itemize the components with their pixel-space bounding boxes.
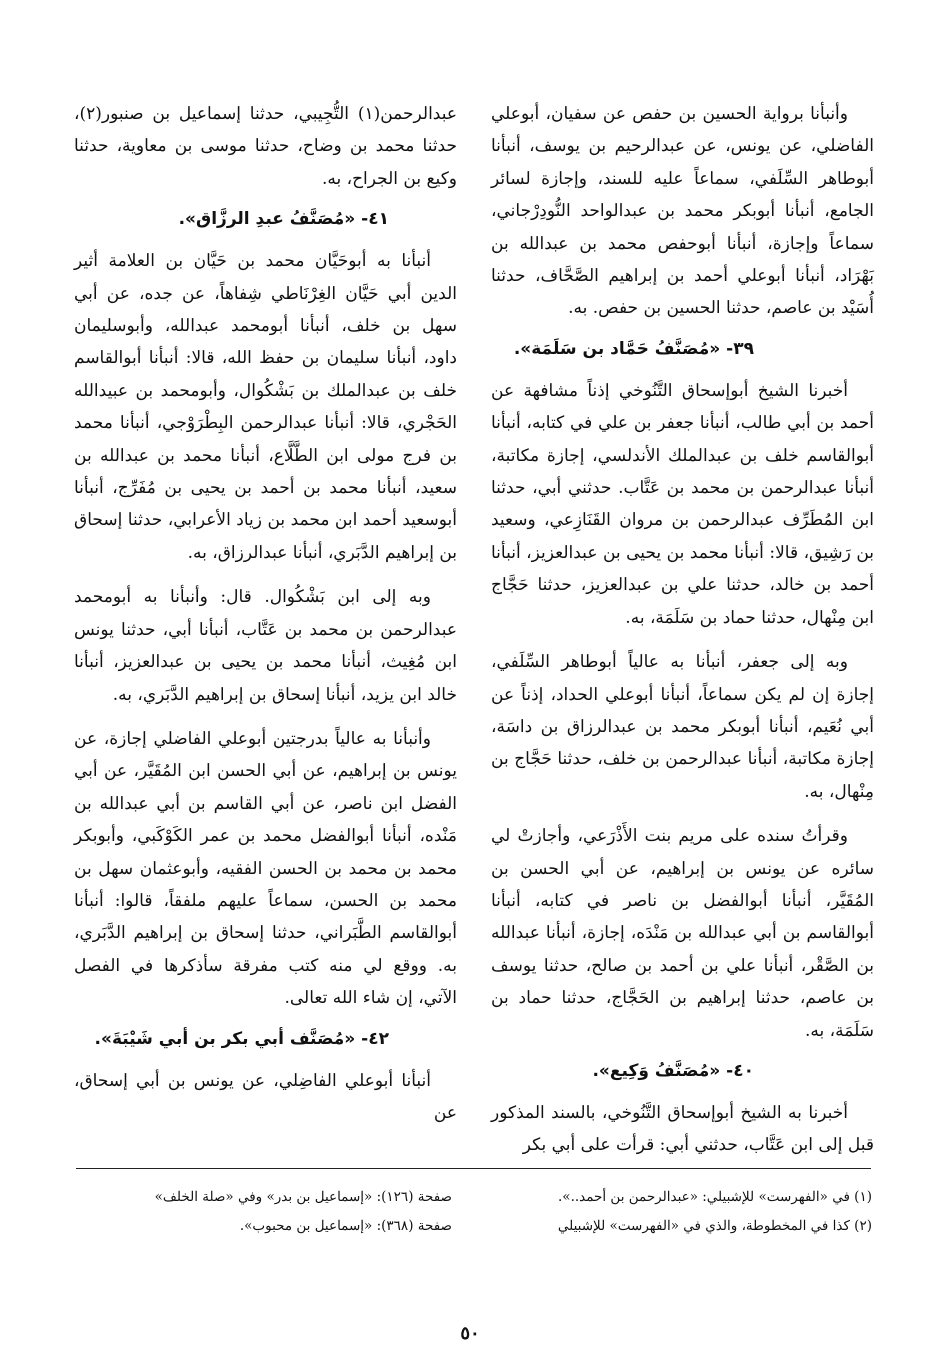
paragraph: وأنبأنا به عالياً بدرجتين أبوعلي الفاضلي إجازة، عن يونس بن إبراهيم، عن أبي الحسن ابن المُقَيَّر، عن أبي الفضل ابن ناصر، عن أبي القاسم بن أبي عبدالله بن مَنْده، أنبأنا أبوالفضل محمد بن عمر الكَوْكَبي، وأبوبكر محمد بن محمد بن الحسن الفقيه، وأبوعثمان سهل بن محمد بن الحسن، سماعاً عليهم ملفقاً، قالوا: أنبأنا أبوالقاسم الطَّبَراني، حدثنا إسحاق بن إبراهيم الدَّبَري، به. ووقع لي منه كتب مفرقة سأذكرها في الفصل الآتي، إن شاء الله تعالى. [74,728,457,1009]
paragraph: وأنبأنا برواية الحسين بن حفص عن سفيان، أبوعلي الفاضلي، عن يونس، عن عبدالرحيم بن يوسف، أنبأنا أبوطاهر السِّلَفي، سماعاً عليه للسند، وإجازة لسائر الجامع، أنبأنا أبوبكر محمد بن عبدالواحد النُّودِرْجاني، سماعاً وإجازة، أنبأنا أبوحفص محمد بن عبدالله بن بَهْرَاد، أنبأنا أبوعلي أحمد بن إبراهيم الصَّحَّاف، حدثنا أُسَيْد بن عاصم، حدثنا الحسين بن حفص. به. [491,104,874,319]
paragraph: أنبأنا أبوعلي الفاضِلي، عن يونس بن أبي إسحاق، عن [74,1070,457,1123]
footnotes-right [500,1183,872,1241]
section-heading-40: ٤٠- «مُصَنَّفُ وَكِيع». [592,1060,754,1081]
section-heading-42: ٤٢- «مُصَنَّف أبي بكر بن أبي شَيْبَةَ». [94,1028,389,1049]
right-column [491,98,874,1162]
footnote-2: (٢) كذا في المخطوطة، والذي في «الفهرست» للإشبيلي [557,1218,872,1234]
paragraph: أنبأنا به أبوحَيَّان محمد بن حَيَّان بن العلامة أثير الدين أبي حَيَّان الغِرْنَاطي شِفاهاً، عن جده، عن أبي سهل بن خلف، أنبأنا أبومحمد عبدالله، وأبوسليمان داود، أنبأنا سليمان بن حفظ الله، قالا: أنبأنا أبوالقاسم خلف بن عبدالملك بن بَشْكُوال، وأبومحمد بن عبيدالله الحَجْري، قالا: أنبأنا عبدالرحمن البِطْرَوْجي، أنبأنا محمد بن فرج مولى ابن الطَّلَّاع، أنبأنا محمد بن عبدالله بن سعيد، أنبأنا محمد بن أحمد بن يحيى بن مُفَرِّج، أنبأنا أبوسعيد أحمد ابن محمد بن زياد الأعرابي، حدثنا إسحاق بن إبراهيم الدَّبَري، أنبأنا عبدالرزاق، به. [74,251,457,563]
footnotes-left [74,1183,452,1241]
left-column [74,98,457,1129]
paragraph: وبه إلى ابن بَشْكُوال. قال: وأنبأنا به أبومحمد عبدالرحمن بن محمد بن عَتَّاب، أنبأنا أبي، حدثنا يونس ابن مُغِيث، أنبأنا محمد بن يحيى بن عبدالعزيز، أنبأنا خالد ابن يزيد، أنبأنا إسحاق بن إبراهيم الدَّبَري، به. [74,587,457,705]
section-heading-41: ٤١- «مُصَنَّفُ عبدِ الرزَّاق». [178,209,389,230]
footnote-2-continued: صفحة (١٢٦): «إسماعيل بن بدر» وفي «صلة الخلف» [154,1189,452,1205]
paragraph: أخبرنا الشيخ أبوإسحاق التَّنُوخي إذناً مشافهة عن أحمد بن أبي طالب، أنبأنا جعفر بن علي في كتابه، أنبأنا أبوالقاسم خلف بن عبدالملك الأندلسي، إجازة مكاتبة، أنبأنا عبدالرحمن بن محمد بن عَتَّاب. حدثني أبي، حدثنا ابن المُطَرِّف عبدالرحمن بن مروان القَنَازِعي، وسعيد بن رَشِيق، قالا: أنبأنا محمد بن يحيى بن عبدالعزيز، أنبأنا أحمد بن خالد، حدثنا علي بن عبدالعزيز، حدثنا حَجَّاج ابن مِنْهال، حدثنا حماد بن سَلَمَة، به. [491,380,874,628]
paragraph: وقرأتُ سنده على مريم بنت الأَذْرَعي، وأجازتْ لي سائره عن يونس بن إبراهيم، عن أبي الحسن بن المُقَيَّر، أنبأنا أبوالفضل بن ناصر في كتابه، أنبأنا أبوالقاسم بن أبي عبدالله بن مَنْدَه، إجازة، أنبأنا عبدالله بن الصَّقْر، أنبأنا علي بن أحمد بن صالح، حدثنا يوسف بن عاصم، حدثنا إبراهيم بن الحَجَّاج، حدثنا حماد بن سَلَمَة، به. [491,826,874,1041]
footnote-divider [76,1168,871,1169]
section-heading-39: ٣٩- «مُصَنَّفُ حَمَّاد بن سَلَمَة». [513,338,754,359]
paragraph: وبه إلى جعفر، أنبأنا به عالياً أبوطاهر السِّلَفي، إجازة إن لم يكن سماعاً، أنبأنا أبوعلي الحداد، إذناً عن أبي نُعَيم، أنبأنا أبوبكر محمد بن عبدالرزاق بن داسَة، إجازة مكاتبة، أنبأنا عبدالرحمن بن خلف، حدثنا حَجَّاج بن مِنْهال، به. [491,652,874,802]
paragraph: عبدالرحمن(١) التُّجِيبي، حدثنا إسماعيل بن صنبور(٢)، حدثنا محمد بن وضاح، حدثنا موسى بن معاوية، حدثنا وكيع بن الجراح، به. [74,104,457,189]
footnote-1: (١) في «الفهرست» للإشبيلي: «عبدالرحمن بن أحمد..». [558,1189,872,1205]
footnote-2-continued: صفحة (٣٦٨): «إسماعيل بن محبوب». [239,1218,452,1234]
page-number: ٥٠ [460,1323,480,1344]
paragraph: أخبرنا به الشيخ أبوإسحاق التَّنُوخي، بالسند المذكور قبل إلى ابن عَتَّاب، حدثني أبي: قرأت على أبي بكر [491,1102,874,1156]
